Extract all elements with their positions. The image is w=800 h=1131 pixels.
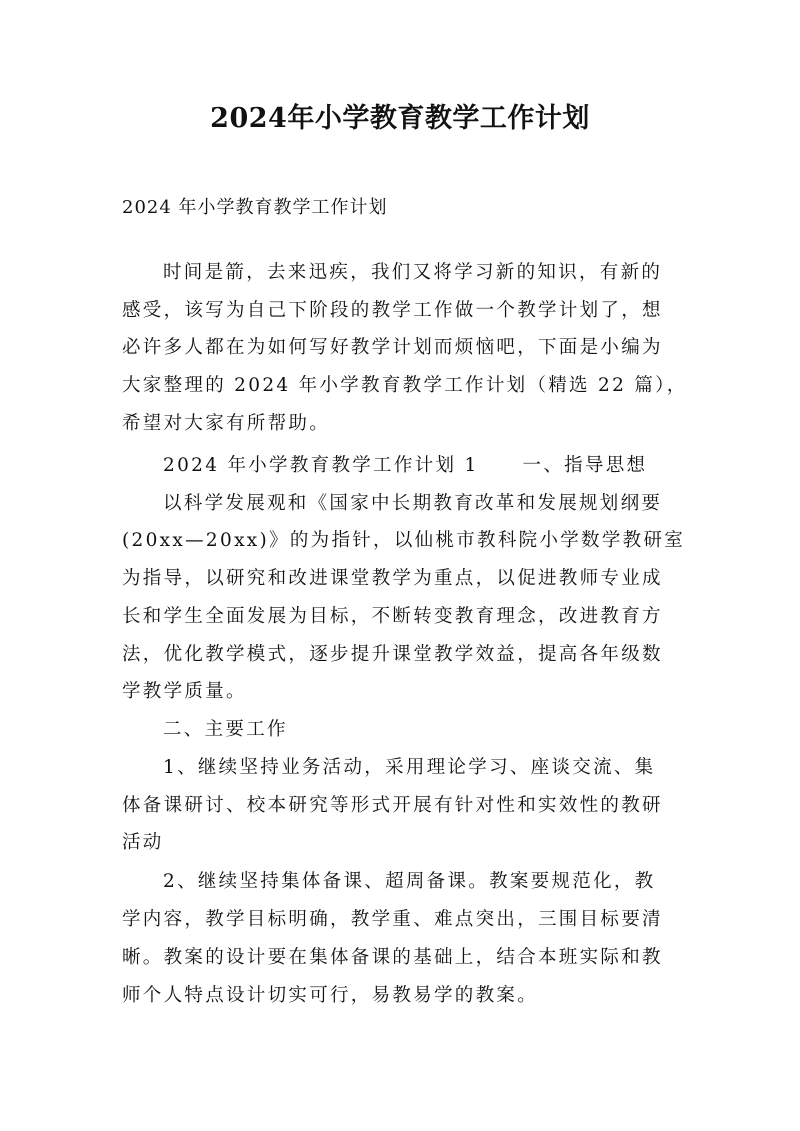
paragraph-line: 以科学发展观和《国家中长期教育改革和发展规划纲要	[163, 493, 663, 514]
paragraph-line: 学教学质量。	[122, 681, 247, 702]
paragraph-line: 活动	[122, 832, 164, 853]
paragraph-line: 希望对大家有所帮助。	[122, 413, 331, 434]
paragraph-line: 时间是箭，去来迅疾，我们又将学习新的知识，有新的	[163, 262, 663, 283]
paragraph-line: (20xx—20xx)》的为指针，以仙桃市教科院小学数学教研室	[122, 530, 686, 551]
paragraph-line: 长和学生全面发展为目标，不断转变教育理念，改进教育方	[122, 606, 663, 627]
paragraph-line: 为指导，以研究和改进课堂教学为重点，以促进教师专业成	[122, 568, 663, 589]
plan-heading: 2024 年小学教育教学工作计划 1	[163, 455, 479, 476]
paragraph-line: 2、继续坚持集体备课、超周备课。教案要规范化，教	[163, 871, 656, 892]
paragraph-line: 学内容，教学目标明确，教学重、难点突出，三围目标要清	[122, 909, 663, 930]
document-subtitle: 2024 年小学教育教学工作计划	[122, 197, 388, 218]
section-heading: 一、指导思想	[522, 455, 648, 476]
section-heading: 二、主要工作	[163, 719, 288, 740]
paragraph-line: 1、继续坚持业务活动，采用理论学习、座谈交流、集	[163, 757, 656, 778]
paragraph-line: 师个人特点设计切实可行，易教易学的教案。	[122, 985, 539, 1006]
paragraph-line: 体备课研讨、校本研究等形式开展有针对性和实效性的教研	[122, 795, 663, 816]
paragraph-line: 感受，该写为自己下阶段的教学工作做一个教学计划了，想	[122, 300, 663, 321]
paragraph-line: 晰。教案的设计要在集体备课的基础上，结合本班实际和教	[122, 947, 663, 968]
section-heading-line	[163, 452, 683, 480]
paragraph-line: 大家整理的 2024 年小学教育教学工作计划（精选 22 篇），	[122, 375, 688, 396]
paragraph-line: 法，优化教学模式，逐步提升课堂教学效益，提高各年级数	[122, 644, 663, 665]
paragraph-line: 必许多人都在为如何写好教学计划而烦恼吧，下面是小编为	[122, 337, 663, 358]
document-title: 2024年小学教育教学工作计划	[210, 103, 590, 134]
